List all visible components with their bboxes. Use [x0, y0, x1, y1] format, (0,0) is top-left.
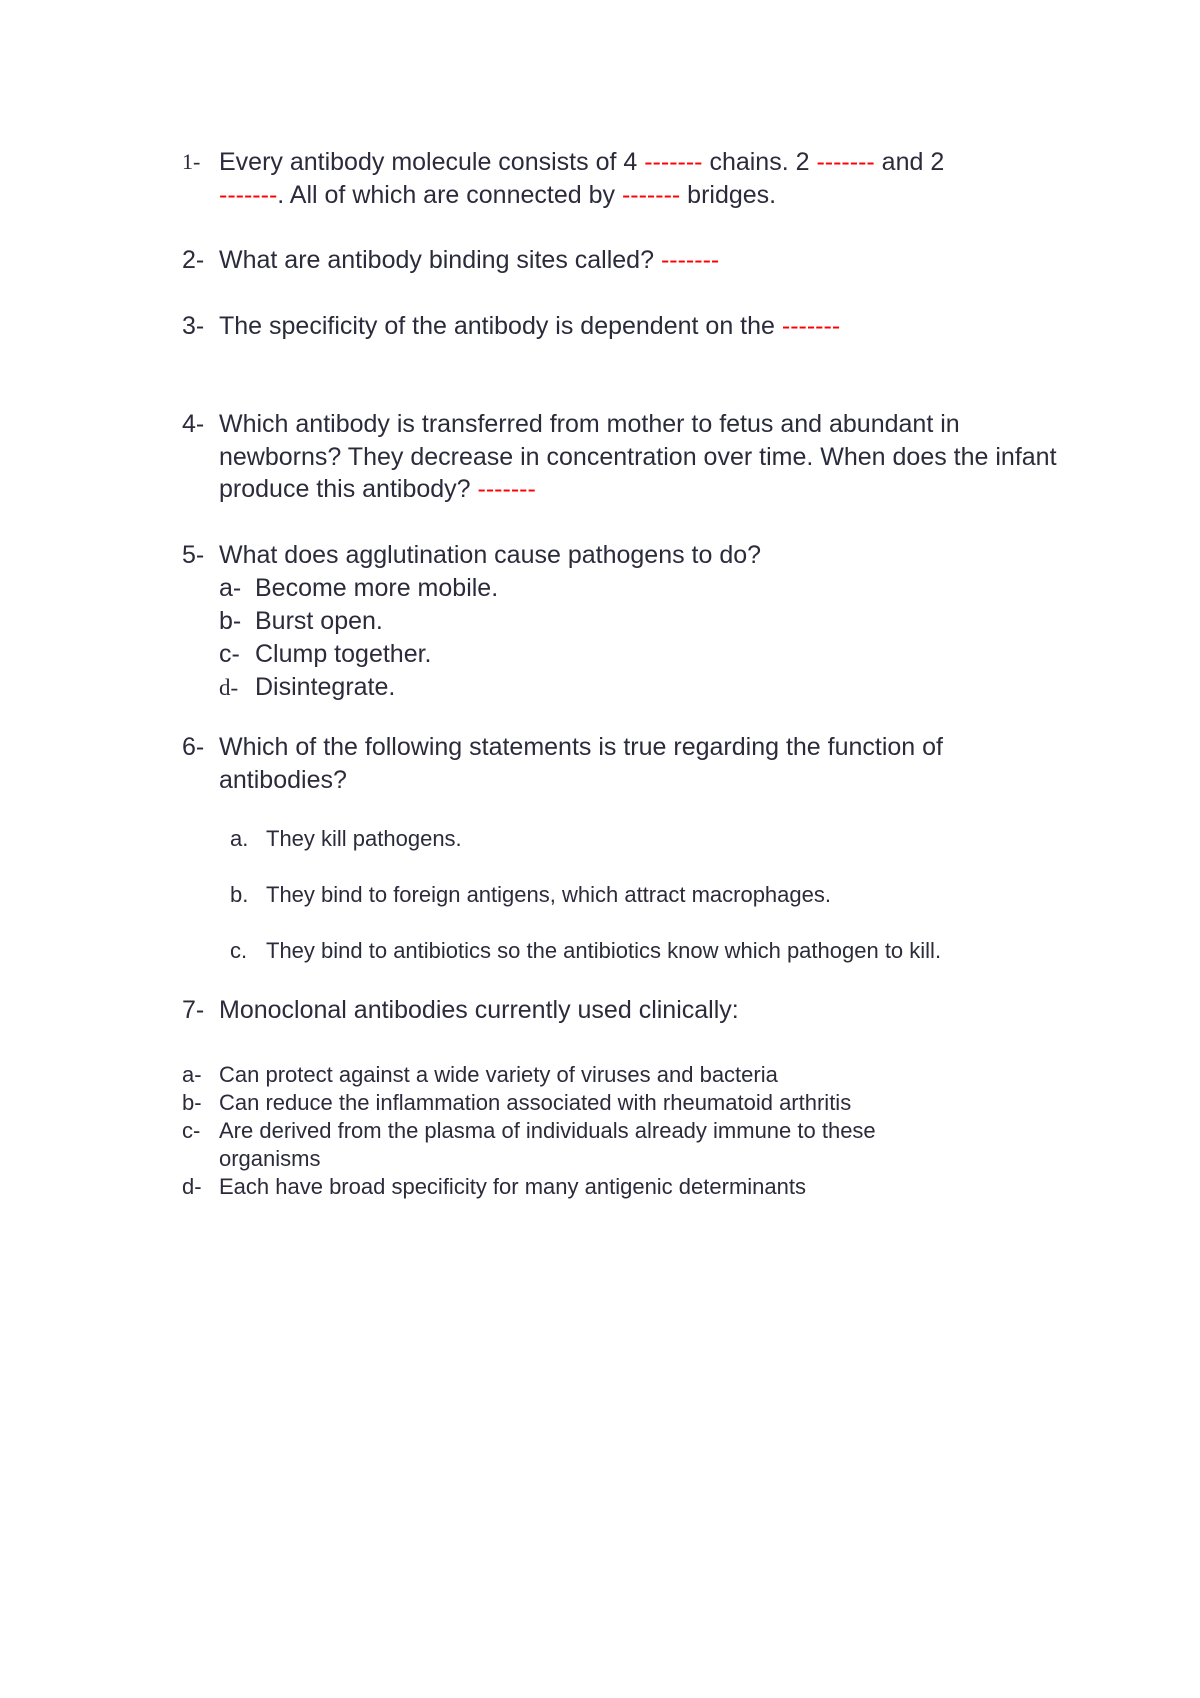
- question-text: Monoclonal antibodies currently used clinically:: [219, 996, 739, 1024]
- question-text: Which antibody is transferred from mother to fetus and abundant in newborns? They decrease in concentration over time. When does the infant produce this antibody? -------: [219, 410, 1057, 503]
- option-5a: [219, 572, 498, 605]
- option-label: a.: [230, 826, 249, 851]
- answer-blank: -------: [816, 148, 875, 176]
- question-5: [182, 539, 1082, 572]
- option-7d: [182, 1173, 962, 1201]
- question-6: [182, 731, 1062, 796]
- option-label: d-: [182, 1174, 202, 1199]
- option-text: Disintegrate.: [255, 673, 396, 701]
- answer-blank: -------: [644, 148, 703, 176]
- option-6c: [230, 937, 941, 965]
- option-label: a-: [219, 574, 242, 602]
- option-text: Can reduce the inflammation associated with rheumatoid arthritis: [219, 1090, 852, 1115]
- question-1: [182, 146, 1082, 211]
- option-label: c-: [182, 1118, 201, 1143]
- question-3: [182, 310, 1082, 343]
- question-2: [182, 244, 1082, 277]
- question-7: [182, 994, 1082, 1027]
- answer-blank: -------: [621, 180, 681, 209]
- question-text: Which of the following statements is true regarding the function of antibodies?: [219, 733, 943, 794]
- answer-blank: -------: [781, 312, 841, 340]
- option-text: Clump together.: [255, 640, 432, 668]
- answer-blank: -------: [219, 180, 278, 209]
- option-text: Each have broad specificity for many antigenic determinants: [219, 1174, 806, 1199]
- question-number: 6-: [182, 733, 205, 761]
- question-number: 3-: [182, 312, 205, 340]
- question-number: 1-: [182, 149, 201, 174]
- question-text: Every antibody molecule consists of 4 ------- chains. 2 ------- and 2 -------. All of which are connected by ------- bridges.: [219, 148, 945, 209]
- option-text: Burst open.: [255, 607, 383, 635]
- answer-blank: -------: [477, 475, 536, 503]
- question-text: The specificity of the antibody is dependent on the -------: [219, 312, 841, 340]
- option-7c: [182, 1117, 962, 1173]
- option-label: b.: [230, 882, 249, 907]
- option-label: b-: [219, 607, 242, 635]
- option-label: d-: [219, 675, 239, 700]
- option-7a: [182, 1061, 962, 1089]
- question-text: What does agglutination cause pathogens to do?: [219, 541, 762, 569]
- option-text: Can protect against a wide variety of viruses and bacteria: [219, 1062, 778, 1087]
- question-4: [182, 408, 1062, 506]
- option-5c: [219, 638, 432, 671]
- question-text: What are antibody binding sites called? -------: [219, 246, 720, 274]
- option-text: They kill pathogens.: [266, 826, 462, 851]
- question-number: 2-: [182, 246, 205, 274]
- question-number: 4-: [182, 410, 205, 438]
- option-text: Are derived from the plasma of individuals already immune to these organisms: [219, 1118, 876, 1171]
- question-number: 5-: [182, 541, 205, 569]
- option-7b: [182, 1089, 962, 1117]
- option-5d: [219, 671, 395, 705]
- option-label: c.: [230, 938, 248, 963]
- option-6b: [230, 881, 831, 909]
- option-text: Become more mobile.: [255, 574, 499, 602]
- option-text: They bind to foreign antigens, which attract macrophages.: [266, 882, 831, 907]
- option-6a: [230, 825, 462, 853]
- question-number: 7-: [182, 996, 205, 1024]
- answer-blank: -------: [660, 246, 720, 274]
- option-label: c-: [219, 640, 240, 668]
- option-label: a-: [182, 1062, 202, 1087]
- option-text: They bind to antibiotics so the antibiotics know which pathogen to kill.: [266, 938, 942, 963]
- option-label: b-: [182, 1090, 202, 1115]
- option-5b: [219, 605, 383, 638]
